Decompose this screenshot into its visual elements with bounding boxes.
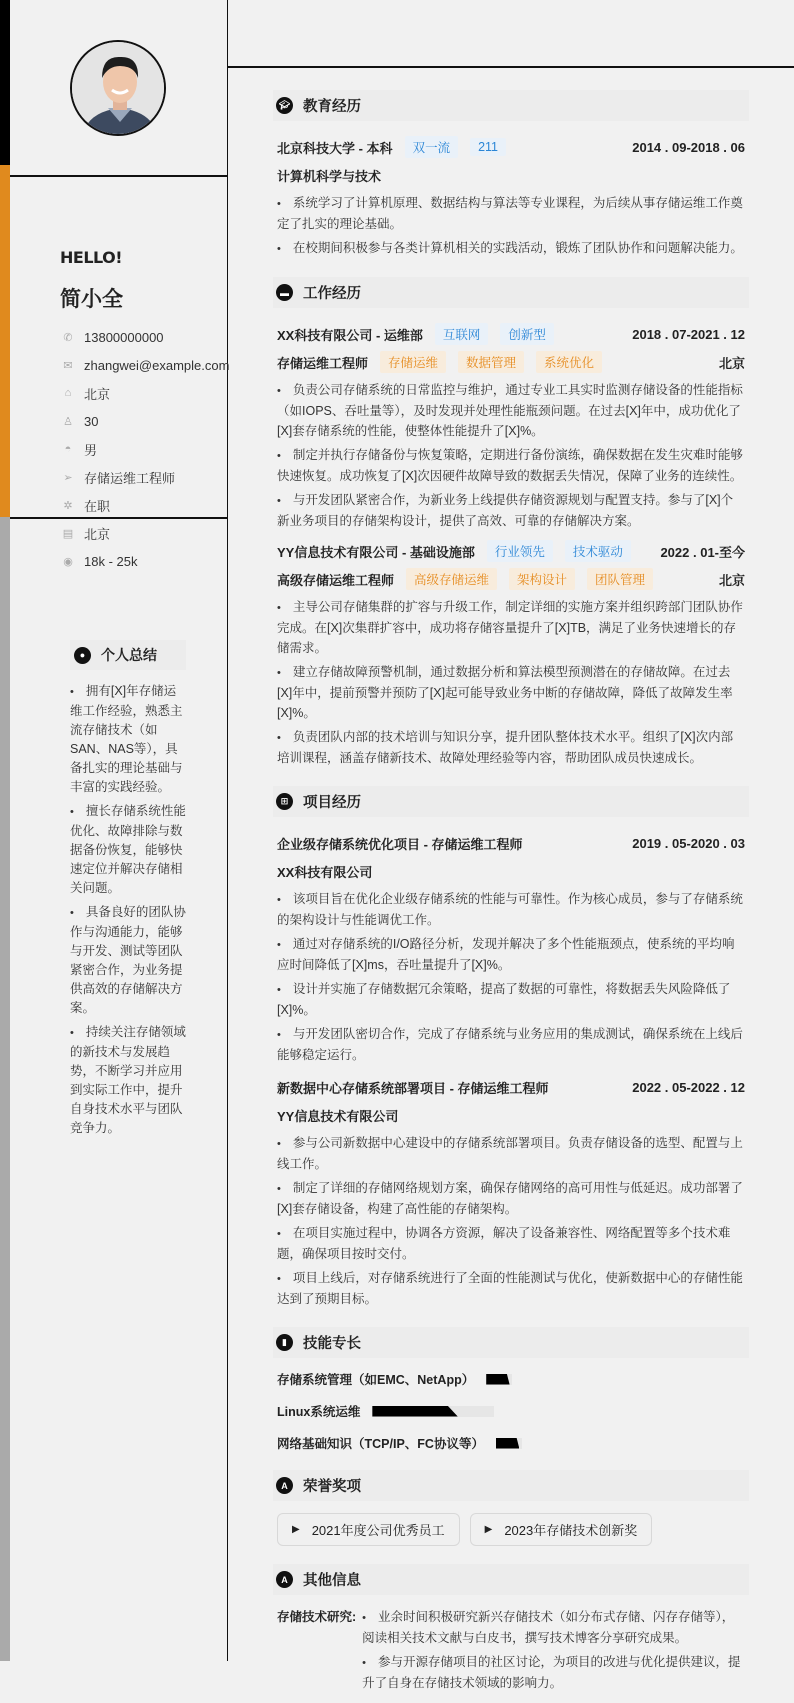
skill-name: 网络基础知识（TCP/IP、FC协议等） bbox=[277, 1437, 484, 1451]
tag: 互联网 bbox=[435, 323, 489, 345]
award-chip bbox=[277, 1513, 460, 1546]
contact-item bbox=[60, 519, 229, 547]
contact-text: zhangwei@example.com bbox=[84, 357, 230, 373]
other-label: 存储技术研究: bbox=[277, 1610, 357, 1624]
contact-text: 北京 bbox=[84, 386, 111, 402]
list-item: • 与开发团队紧密合作，为新业务上线提供存储资源规划与配置支持。参与了[X]个新业务项目的存储架构设计，提供了高效、可靠的存储解决方案。 bbox=[277, 490, 745, 531]
building-icon: ▤ bbox=[62, 527, 74, 540]
date: 2019 . 05-2020 . 03 bbox=[632, 835, 745, 851]
skill-tag: 系统优化 bbox=[536, 351, 602, 373]
section-header bbox=[273, 1470, 749, 1501]
city: 北京 bbox=[718, 572, 745, 588]
job-entry bbox=[277, 320, 745, 531]
main-content bbox=[277, 90, 745, 1703]
contact-text: 在职 bbox=[84, 498, 111, 514]
list-item: • 系统学习了计算机原理、数据结构与算法等专业课程，为后续从事存储运维工作奠定了扎实的理论基础。 bbox=[277, 193, 745, 234]
award-name: 2023年存储技术创新奖 bbox=[504, 1523, 638, 1538]
contact-text: 北京 bbox=[84, 526, 111, 542]
accent-stripe-black bbox=[0, 0, 10, 165]
award-name: 2021年度公司优秀员工 bbox=[311, 1523, 445, 1538]
divider bbox=[10, 517, 228, 519]
list-item: • 负责团队内部的技术培训与知识分享，提升团队整体技术水平。组织了[X]次内部培训课程，涵盖存储新技术、故障处理经验等内容，帮助团队成员快速成长。 bbox=[277, 727, 745, 768]
award-icon: A bbox=[276, 1477, 293, 1494]
other-section bbox=[277, 1564, 745, 1703]
date: 2022 . 01-至今 bbox=[660, 544, 745, 560]
summary-list bbox=[70, 682, 188, 1143]
summary-header bbox=[70, 640, 186, 670]
divider bbox=[10, 175, 228, 177]
contact-text: 30 bbox=[84, 413, 99, 429]
avatar bbox=[70, 40, 166, 136]
triangle-icon: ▶ bbox=[484, 1524, 493, 1535]
skill-tag: 架构设计 bbox=[509, 568, 575, 590]
section-title: 技能专长 bbox=[303, 1336, 361, 1352]
grid-icon: ⊞ bbox=[276, 793, 293, 810]
user-icon: ● bbox=[74, 647, 91, 664]
list-item: • 参与公司新数据中心建设中的存储系统部署项目。负责存储设备的选型、配置与上线工作。 bbox=[277, 1133, 745, 1174]
section-title: 工作经历 bbox=[303, 286, 361, 302]
summary-item: • 具备良好的团队协作与沟通能力，能够与开发、测试等团队紧密合作，为业务提供高效的存储解决方案。 bbox=[70, 903, 188, 1018]
section-header bbox=[273, 277, 749, 308]
skill-item bbox=[277, 1434, 522, 1452]
contact-item bbox=[60, 323, 229, 351]
summary-item: • 擅长存储系统性能优化、故障排除与数据备份恢复，能够快速定位并解决存储相关问题。 bbox=[70, 802, 188, 898]
salary-icon: ◉ bbox=[63, 555, 73, 568]
contact-text: 男 bbox=[84, 442, 98, 458]
bar-chart-icon: ▮ bbox=[276, 1334, 293, 1351]
send-icon: ➢ bbox=[63, 471, 73, 484]
section-title: 教育经历 bbox=[303, 99, 361, 115]
list-item: • 负责公司存储系统的日常监控与维护，通过专业工具实时监测存储设备的性能指标（如IOPS、吞吐量等），及时发现并处理性能瓶颈问题。在过去[X]年中，成功优化了[X]套存储系统的性能，使整体性能提升了[X]%。 bbox=[277, 380, 745, 441]
list-item: • 参与开源存储项目的社区讨论，为项目的改进与优化提供建议，提升了自身在存储技术领域的影响力。 bbox=[362, 1652, 745, 1693]
skill-item bbox=[277, 1370, 512, 1388]
section-title: 其他信息 bbox=[303, 1573, 361, 1589]
mail-icon: ✉ bbox=[63, 359, 73, 372]
tag: 211 bbox=[470, 138, 506, 156]
contact-text: 13800000000 bbox=[84, 329, 164, 345]
list-item: • 在项目实施过程中，协调各方资源，解决了设备兼容性、网络配置等多个技术难题，确保项目按时交付。 bbox=[277, 1223, 745, 1264]
status-icon: ✲ bbox=[63, 499, 73, 512]
contact-list bbox=[60, 323, 229, 575]
skill-name: 存储系统管理（如EMC、NetApp） bbox=[277, 1373, 475, 1387]
skill-bar-fill bbox=[496, 1438, 519, 1449]
work-section bbox=[277, 277, 745, 768]
city: 北京 bbox=[718, 355, 745, 371]
section-header bbox=[273, 1327, 749, 1358]
list-item: • 该项目旨在优化企业级存储系统的性能与可靠性。作为核心成员，参与了存储系统的架构设计与性能调优工作。 bbox=[277, 889, 745, 930]
list-item: • 项目上线后，对存储系统进行了全面的性能测试与优化，使新数据中心的存储性能达到了预期目标。 bbox=[277, 1268, 745, 1309]
project-entry bbox=[277, 829, 745, 1065]
contact-item bbox=[60, 547, 229, 575]
skill-item bbox=[277, 1402, 494, 1420]
info-icon: A bbox=[276, 1571, 293, 1588]
phone-icon: ✆ bbox=[63, 331, 73, 344]
summary-title: 个人总结 bbox=[101, 647, 157, 663]
summary-item: • 拥有[X]年存储运维工作经验，熟悉主流存储技术（如SAN、NAS等），具备扎实的理论基础与丰富的实践经验。 bbox=[70, 682, 188, 797]
candidate-name: 简小全 bbox=[60, 288, 123, 311]
education-section bbox=[277, 90, 745, 259]
section-title: 项目经历 bbox=[303, 795, 361, 811]
skill-tag: 数据管理 bbox=[458, 351, 524, 373]
list-item: • 在校期间积极参与各类计算机相关的实践活动，锻炼了团队协作和问题解决能力。 bbox=[277, 238, 745, 259]
contact-item bbox=[60, 435, 229, 463]
company: YY信息技术有限公司 bbox=[277, 1108, 399, 1124]
tag: 行业领先 bbox=[487, 540, 553, 562]
project-name: 新数据中心存储系统部署项目 - 存储运维工程师 bbox=[277, 1080, 549, 1096]
briefcase-icon: ▬ bbox=[276, 284, 293, 301]
gender-icon: ◓ bbox=[64, 443, 72, 455]
project-name: 企业级存储系统优化项目 - 存储运维工程师 bbox=[277, 836, 523, 852]
section-title: 荣誉奖项 bbox=[303, 1479, 361, 1495]
accent-stripe-orange bbox=[0, 165, 10, 517]
contact-item bbox=[60, 463, 229, 491]
company: XX科技有限公司 - 运维部 bbox=[277, 327, 423, 343]
contact-item bbox=[60, 491, 229, 519]
summary-item: • 持续关注存储领域的新技术与发展趋势，不断学习并应用到实际工作中，提升自身技术水平与团队竞争力。 bbox=[70, 1023, 188, 1138]
list-item: • 通过对存储系统的I/O路径分析，发现并解决了多个性能瓶颈点，使系统的平均响应时间降低了[X]ms，吞吐量提升了[X]%。 bbox=[277, 934, 745, 975]
contact-item bbox=[60, 379, 229, 407]
skill-bar-fill bbox=[372, 1406, 457, 1417]
skill-name: Linux系统运维 bbox=[277, 1405, 361, 1419]
skill-bar-fill bbox=[486, 1374, 509, 1385]
job-entry bbox=[277, 537, 745, 768]
role: 高级存储运维工程师 bbox=[277, 572, 395, 588]
project-entry bbox=[277, 1073, 745, 1309]
skill-tag: 团队管理 bbox=[587, 568, 653, 590]
sidebar bbox=[10, 0, 228, 1661]
list-item: • 业余时间积极研究新兴存储技术（如分布式存储、闪存存储等），阅读相关技术文献与白皮书，撰写技术博客分享研究成果。 bbox=[362, 1607, 745, 1648]
accent-stripe-gray bbox=[0, 517, 10, 1661]
skill-tag: 存储运维 bbox=[380, 351, 446, 373]
list-item: • 制定并执行存储备份与恢复策略，定期进行备份演练，确保数据在发生灾难时能够快速恢复。成功恢复了[X]次因硬件故障导致的数据丢失情况，保障了业务的连续性。 bbox=[277, 445, 745, 486]
skill-tag: 高级存储运维 bbox=[406, 568, 497, 590]
tag: 双一流 bbox=[405, 136, 459, 158]
top-divider bbox=[228, 66, 794, 68]
list-item: • 主导公司存储集群的扩容与升级工作，制定详细的实施方案并组织跨部门团队协作完成。在[X]次集群扩容中，成功将存储容量提升了[X]TB，满足了业务快速增长的存储需求。 bbox=[277, 597, 745, 658]
graduation-cap-icon: 🎓︎ bbox=[276, 97, 293, 114]
skill-bar bbox=[496, 1438, 522, 1449]
list-item: • 与开发团队密切合作，完成了存储系统与业务应用的集成测试，确保系统在上线后能够稳定运行。 bbox=[277, 1024, 745, 1065]
projects-section bbox=[277, 786, 745, 1309]
skill-bar bbox=[486, 1374, 512, 1385]
role: 存储运维工程师 bbox=[277, 355, 369, 371]
tag: 创新型 bbox=[500, 323, 554, 345]
awards-section bbox=[277, 1470, 745, 1546]
company: XX科技有限公司 bbox=[277, 864, 373, 880]
list-item: • 设计并实施了存储数据冗余策略，提高了数据的可靠性，将数据丢失风险降低了[X]%。 bbox=[277, 979, 745, 1020]
contact-item bbox=[60, 351, 229, 379]
skill-bar bbox=[372, 1406, 494, 1417]
list-item: • 建立存储故障预警机制，通过数据分析和算法模型预测潜在的存储故障。在过去[X]年中，提前预警并预防了[X]起可能导致业务中断的存储故障，降低了故障发生率[X]%。 bbox=[277, 662, 745, 723]
date: 2022 . 05-2022 . 12 bbox=[632, 1079, 745, 1095]
date: 2014 . 09-2018 . 06 bbox=[632, 139, 745, 155]
age-icon: ♙ bbox=[63, 415, 73, 428]
school-name: 北京科技大学 - 本科 bbox=[277, 140, 393, 156]
award-chip bbox=[470, 1513, 653, 1546]
skills-section bbox=[277, 1327, 745, 1452]
section-header bbox=[273, 1564, 749, 1595]
major: 计算机科学与技术 bbox=[277, 168, 382, 184]
list-item: • 制定了详细的存储网络规划方案，确保存储网络的高可用性与低延迟。成功部署了[X]套存储设备，构建了高性能的存储架构。 bbox=[277, 1178, 745, 1219]
greeting: HELLO! bbox=[60, 248, 123, 267]
date: 2018 . 07-2021 . 12 bbox=[632, 326, 745, 342]
section-header bbox=[273, 90, 749, 121]
contact-item bbox=[60, 407, 229, 435]
tag: 技术驱动 bbox=[565, 540, 631, 562]
triangle-icon: ▶ bbox=[292, 1524, 300, 1535]
contact-text: 存储运维工程师 bbox=[84, 470, 176, 486]
home-icon: ⌂ bbox=[64, 387, 72, 399]
contact-text: 18k - 25k bbox=[84, 553, 138, 569]
company: YY信息技术有限公司 - 基础设施部 bbox=[277, 544, 475, 560]
section-header bbox=[273, 786, 749, 817]
